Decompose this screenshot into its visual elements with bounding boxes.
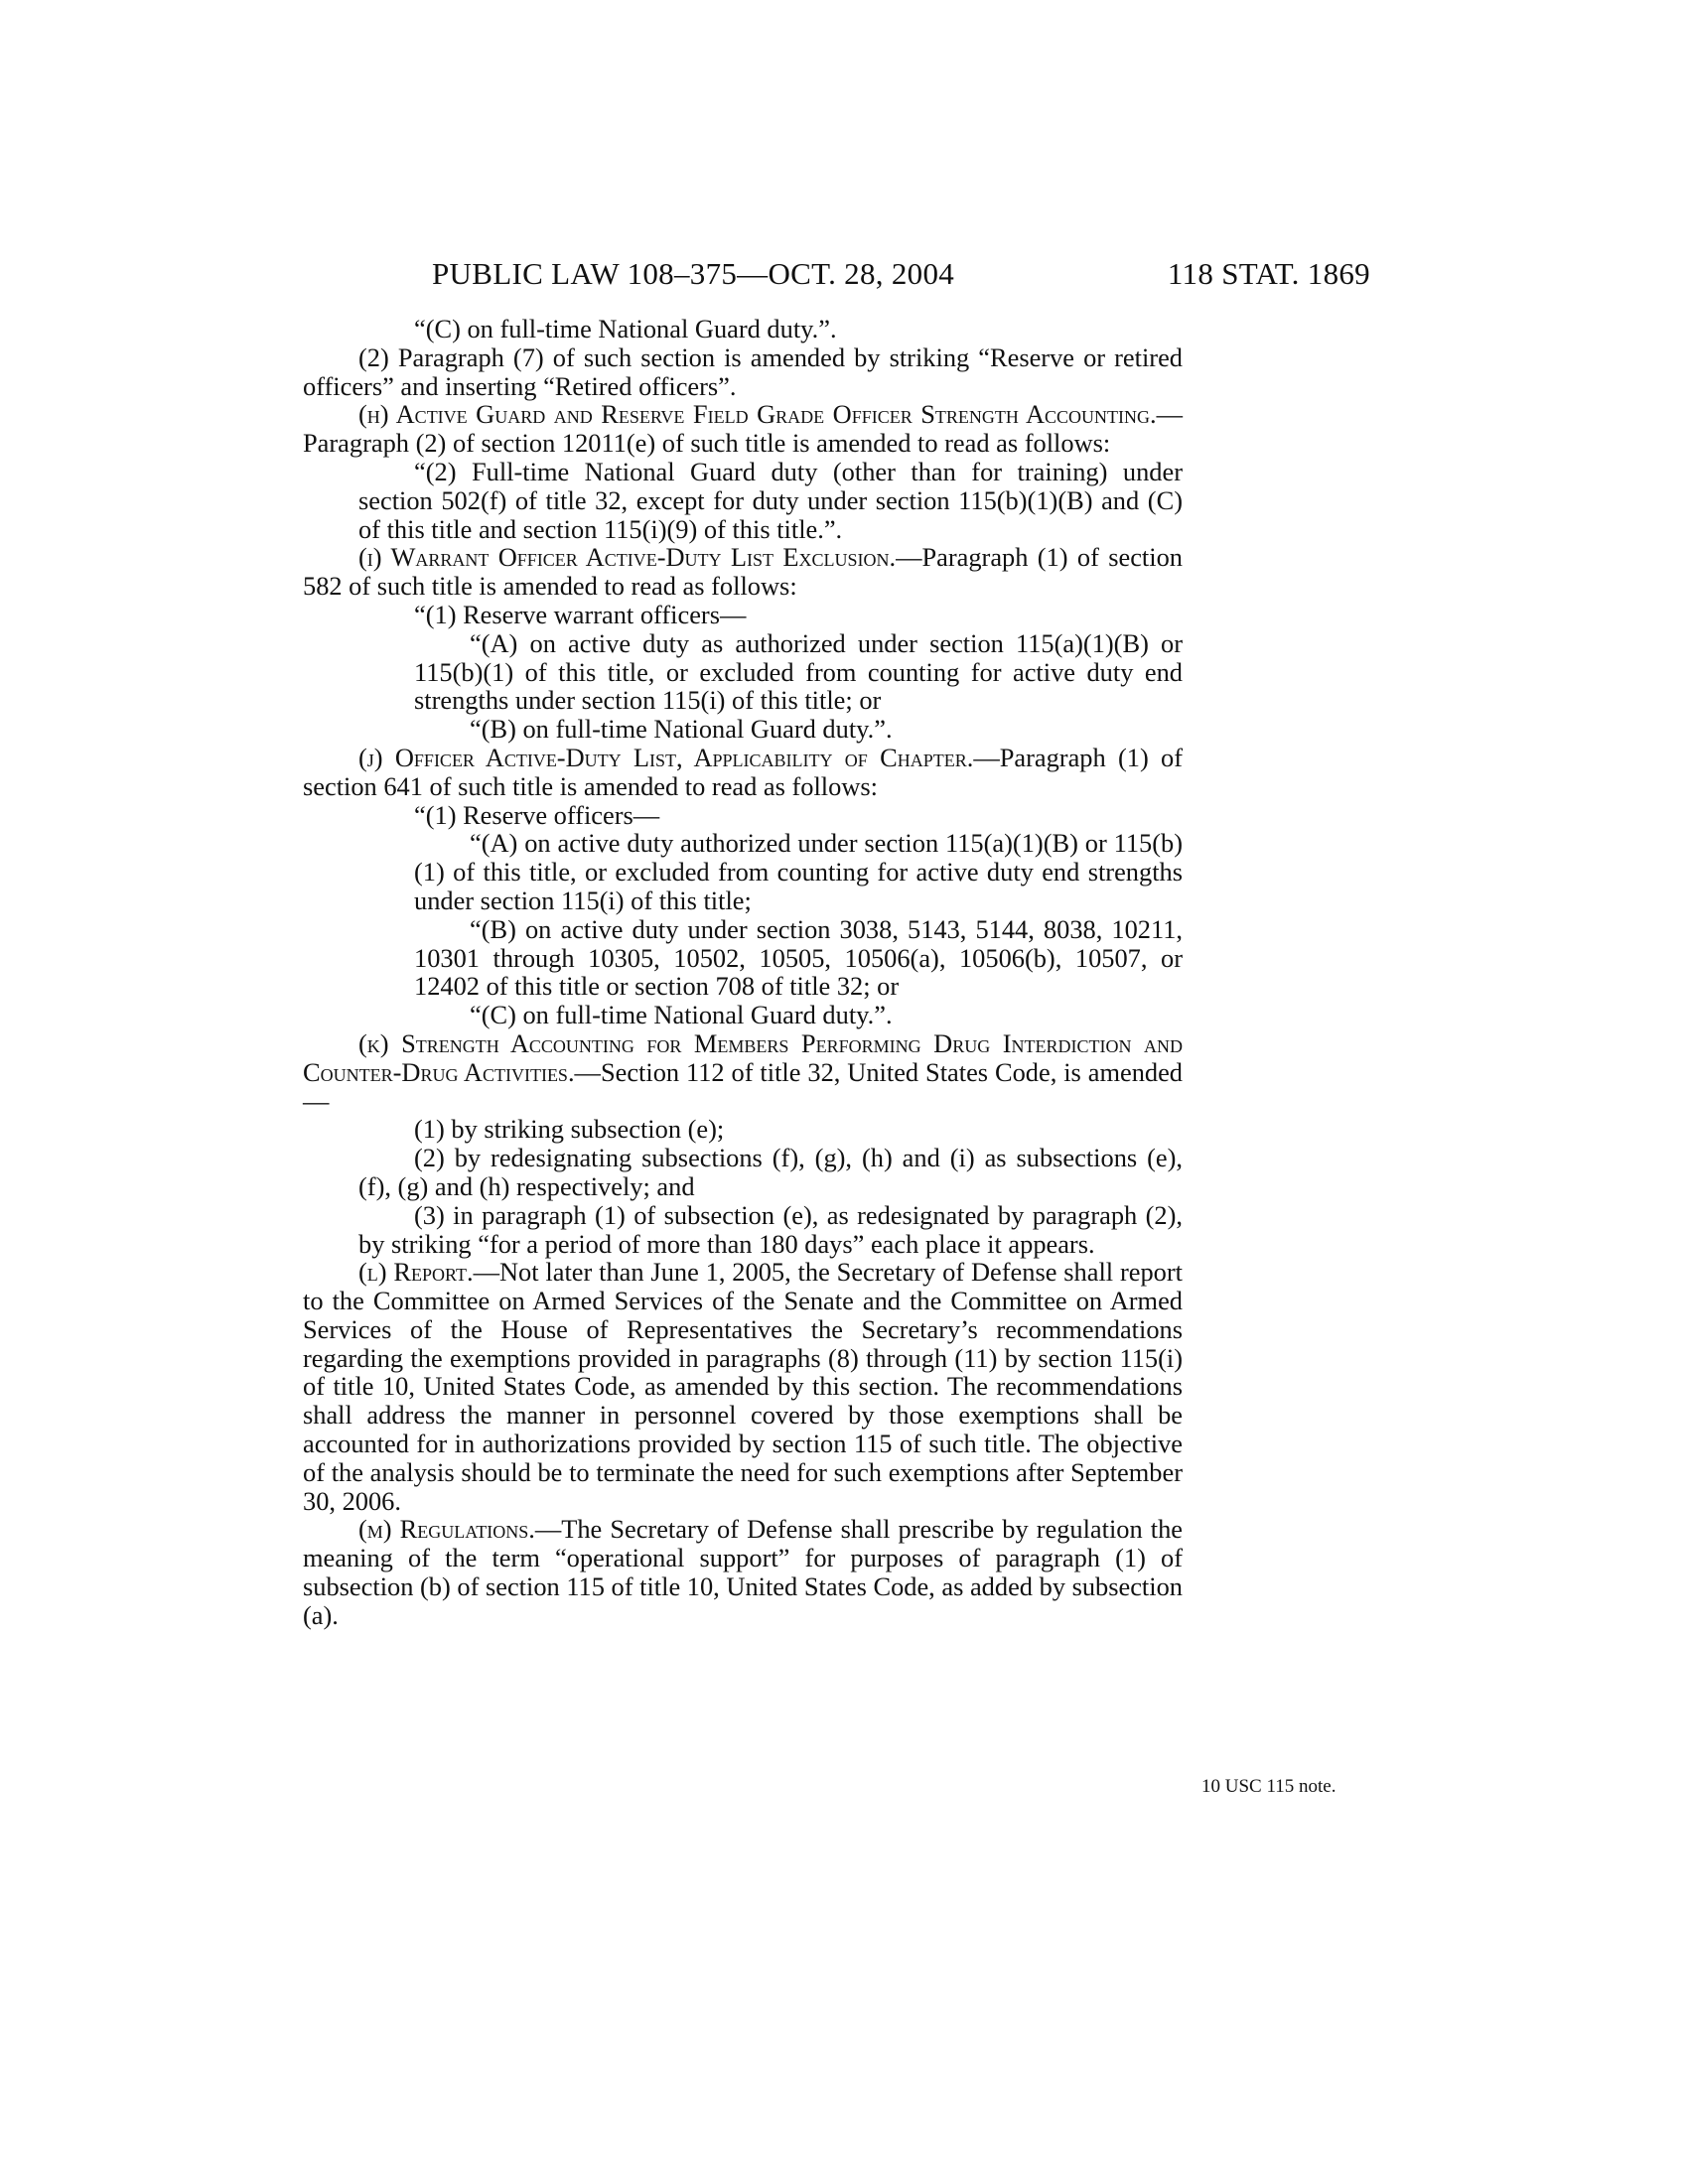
subsection-j: (j) Officer Active-Duty List, Applicability of Chapter.—Paragraph (1) of section 641 of such title is amended to read as follows: [303,742,1183,801]
running-head [303,256,1370,296]
quoted-clause-a-officers: “(A) on active duty authorized under section 115(a)(1)(B) or 115(b)(1) of this title, or excluded from counting for active duty end strengths under section 115(i) of this title; [414,828,1183,915]
subsection-h: (h) Active Guard and Reserve Field Grade Officer Strength Accounting.—Paragraph (2) of section 12011(e) of such title is amended to read as follows: [303,399,1183,459]
quoted-clause-b-warrant: “(B) on full-time National Guard duty.”. [470,714,893,745]
quoted-clause-b-officers: “(B) on active duty under section 3038, 5143, 5144, 8038, 10211, 10301 through 10305, 10502, 10505, 10506(a), 10506(b), 10507, or 12402 of this title or section 708 of title 32; or [414,913,1183,1002]
subsection-h-heading: (h) Active Guard and Reserve Field Grade Officer Strength Accounting. [358,399,1157,430]
quoted-paragraph-1-warrant: “(1) Reserve warrant officers— [414,599,747,629]
subsection-k: (k) Strength Accounting for Members Performing Drug Interdiction and Counter-Drug Activities.—Section 112 of title 32, United States Code, is amended— [303,1027,1183,1116]
quoted-paragraph-2: “(2) Full-time National Guard duty (other than for training) under section 502(f) of title 32, except for duty under section 115(b)(1)(B) and (C) of this title and section 115(i)(9) of this title.”. [358,456,1183,544]
quoted-paragraph-1-officers: “(1) Reserve officers— [414,799,660,830]
subsection-j-heading: (j) Officer Active-Duty List, Applicability of Chapter. [358,742,974,772]
subsection-m-heading: (m) Regulations. [358,1514,535,1545]
amendment-item-3: (3) in paragraph (1) of subsection (e), as redesignated by paragraph (2), by striking “for a period of more than 180 days” each place it appears. [358,1199,1183,1259]
subsection-m: (m) Regulations.—The Secretary of Defense shall prescribe by regulation the meaning of the term “operational support” for purposes of paragraph (1) of subsection (b) of section 115 of title 10, United States Code, as added by subsection (a). [303,1514,1184,1630]
subsection-l-heading: (l) Report. [358,1257,474,1288]
margin-citation-note: 10 USC 115 note. [1201,1776,1336,1797]
quoted-clause-c: “(C) on full-time National Guard duty.”. [414,314,837,343]
quoted-clause-c-officers: “(C) on full-time National Guard duty.”. [470,1000,893,1030]
document-body [303,315,1183,1630]
public-law-header: PUBLIC LAW 108–375—OCT. 28, 2004 [432,256,955,291]
amendment-item-1: (1) by striking subsection (e); [414,1114,725,1145]
subsection-l: (l) Report.—Not later than June 1, 2005, the Secretary of Defense shall report to the Committee on Armed Services of the Senate and the Committee on Armed Services of the House of Representatives the Secretary’s recommendations regarding the exemptions provided in paragraphs (8) through (11) by section 115(i) of title 10, United States Code, as amended by this section. The recommendations shall address the manner in personnel covered by those exemptions shall be accounted for in authorizations provided by section 115 of such title. The objective of the analysis should be to terminate the need for such exemptions after September 30, 2006. [303,1257,1183,1516]
quoted-clause-a-warrant: “(A) on active duty as authorized under section 115(a)(1)(B) or 115(b)(1) of this title, or excluded from counting for active duty end strengths under section 115(i) of this title; or [414,627,1183,716]
statute-page-number: 118 STAT. 1869 [1167,256,1370,291]
subsection-i: (i) Warrant Officer Active-Duty List Exclusion.—Paragraph (1) of section 582 of such title is amended to read as follows: [303,542,1183,602]
paragraph-2-amendment: (2) Paragraph (7) of such section is amended by striking “Reserve or retired officers” and inserting “Retired officers”. [303,341,1183,401]
subsection-k-heading: (k) Strength Accounting for Members Performing Drug Interdiction and Counter-Drug Activities. [303,1027,1183,1087]
amendment-item-2: (2) by redesignating subsections (f), (g), (h) and (i) as subsections (e), (f), (g) and (h) respectively; and [358,1143,1183,1201]
subsection-i-heading: (i) Warrant Officer Active-Duty List Exclusion. [358,542,897,573]
